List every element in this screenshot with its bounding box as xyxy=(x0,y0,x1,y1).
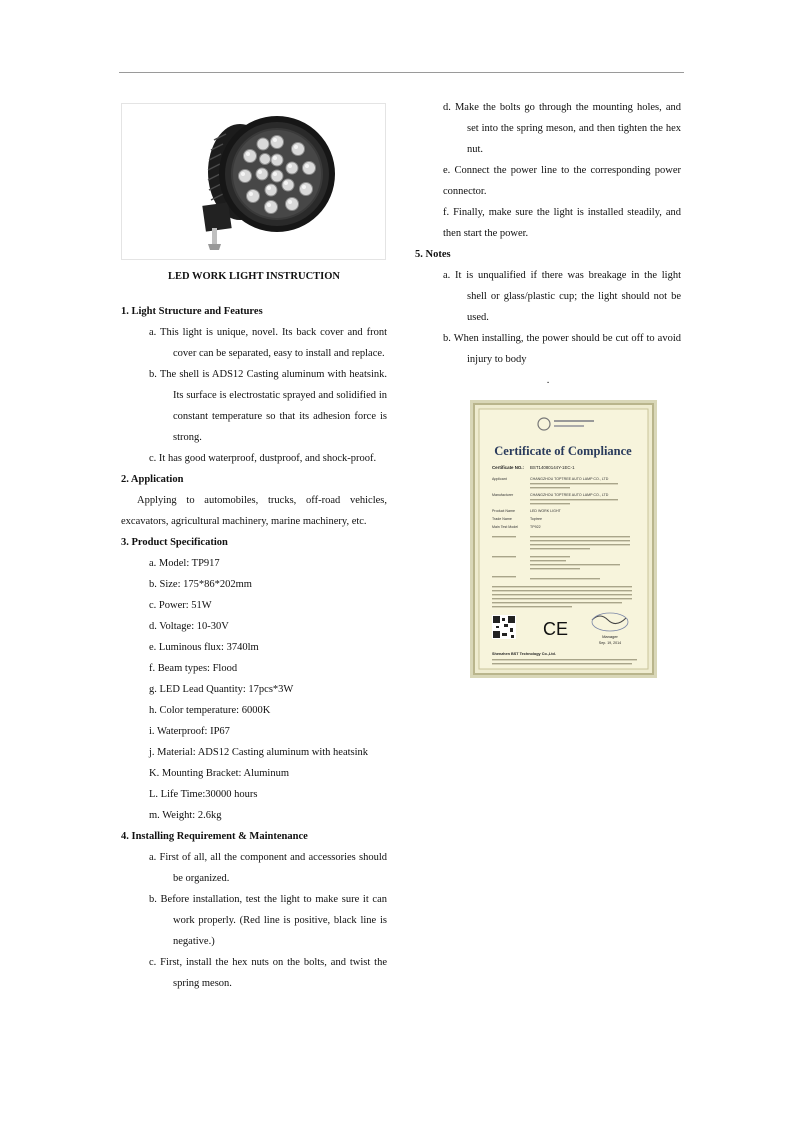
cert-row-value: TP922 xyxy=(530,525,541,529)
section-4-item: f. Finally, make sure the light is installed steadily, and then start the power. xyxy=(443,207,681,239)
section-1-item: a. This light is unique, novel. Its back cover and front cover can be separated, easy to install and replace. xyxy=(149,327,387,359)
section-1-item: c. It has good waterproof, dustproof, and shock-proof. xyxy=(149,453,377,464)
certificate-title: Certificate of Compliance xyxy=(494,444,632,458)
spec-item: h. Color temperature: 6000K xyxy=(149,705,271,716)
trailing-dot: . xyxy=(546,375,550,386)
issuer-company: Shenzhen BST Technology Co.,Ltd. xyxy=(492,652,556,656)
spec-item: i. Waterproof: IP67 xyxy=(149,726,230,737)
product-photo xyxy=(121,103,386,260)
section-4-heading: 4. Installing Requirement & Maintenance xyxy=(121,831,308,842)
header-rule xyxy=(119,72,684,73)
spec-item: a. Model: TP917 xyxy=(149,558,220,569)
cert-row-label: Applicant xyxy=(492,477,507,481)
cert-row-label: Product Name xyxy=(492,509,515,513)
section-4-item: e. Connect the power line to the corresponding power connector. xyxy=(443,165,681,197)
spec-item: d. Voltage: 10-30V xyxy=(149,621,229,632)
section-4-item: a. First of all, all the component and accessories should be organized. xyxy=(149,852,387,884)
spec-item: L. Life Time:30000 hours xyxy=(149,789,258,800)
spec-item: c. Power: 51W xyxy=(149,600,212,611)
cert-row-label: Manufacturer xyxy=(492,493,514,497)
section-1-item: b. The shell is ADS12 Casting aluminum with heatsink. Its surface is electrostatic sprayed and solidified in constant temperature so that its adhesion force is strong. xyxy=(149,369,387,443)
notes-item: b. When installing, the power should be cut off to avoid injury to body xyxy=(443,333,681,365)
certificate-number-label: Certificate NO.: xyxy=(492,465,524,470)
cert-row-value: CHANGZHOU TOPTREE AUTO LAMP CO., LTD xyxy=(530,493,609,497)
right-column xyxy=(415,97,681,391)
cert-row-value: LED WORK LIGHT xyxy=(530,509,561,513)
section-4-item: d. Make the bolts go through the mounting holes, and set into the spring meson, and then tighten the hex nut. xyxy=(443,102,681,155)
spec-item: K. Mounting Bracket: Aluminum xyxy=(149,768,289,779)
qr-code-icon xyxy=(492,615,516,639)
signer-title: Manager xyxy=(602,634,618,639)
spec-item: g. LED Lead Quantity: 17pcs*3W xyxy=(149,684,294,695)
cert-row-label: Trade Name xyxy=(492,517,512,521)
certificate-number: BST14080144Y-1EC-1 xyxy=(530,465,575,470)
led-work-light-image xyxy=(122,104,387,261)
spec-item: m. Weight: 2.6kg xyxy=(149,810,222,821)
document-title: LED WORK LIGHT INSTRUCTION xyxy=(167,271,341,282)
spec-item: b. Size: 175*86*202mm xyxy=(149,579,252,590)
spec-item: f. Beam types: Flood xyxy=(149,663,238,674)
certificate-date: Sep. 19, 2014 xyxy=(598,641,622,645)
ce-mark-icon: CE xyxy=(543,619,569,639)
section-5-heading: 5. Notes xyxy=(415,249,451,260)
section-4-item: b. Before installation, test the light to make sure it can work properly. (Red line is positive, black line is negative.) xyxy=(149,894,387,947)
notes-item: a. It is unqualified if there was breakage in the light shell or glass/plastic cup; the light should not be used. xyxy=(443,270,681,323)
spec-item: j. Material: ADS12 Casting aluminum with heatsink xyxy=(149,747,369,758)
section-1-heading: 1. Light Structure and Features xyxy=(121,306,263,317)
cert-row-value: CHANGZHOU TOPTREE AUTO LAMP CO., LTD xyxy=(530,477,609,481)
left-column xyxy=(121,103,387,994)
certificate-image xyxy=(470,400,657,678)
section-4-item: c. First, install the hex nuts on the bolts, and twist the spring meson. xyxy=(149,957,387,989)
cert-row-value: Toptree xyxy=(530,517,542,521)
section-2-text: Applying to automobiles, trucks, off-road vehicles, excavators, agricultural machinery, marine machinery, etc. xyxy=(121,495,387,527)
section-3-heading: 3. Product Specification xyxy=(121,537,228,548)
spec-item: e. Luminous flux: 3740lm xyxy=(149,642,259,653)
cert-row-label: Main Test Model xyxy=(492,525,519,529)
section-2-heading: 2. Application xyxy=(121,474,184,485)
